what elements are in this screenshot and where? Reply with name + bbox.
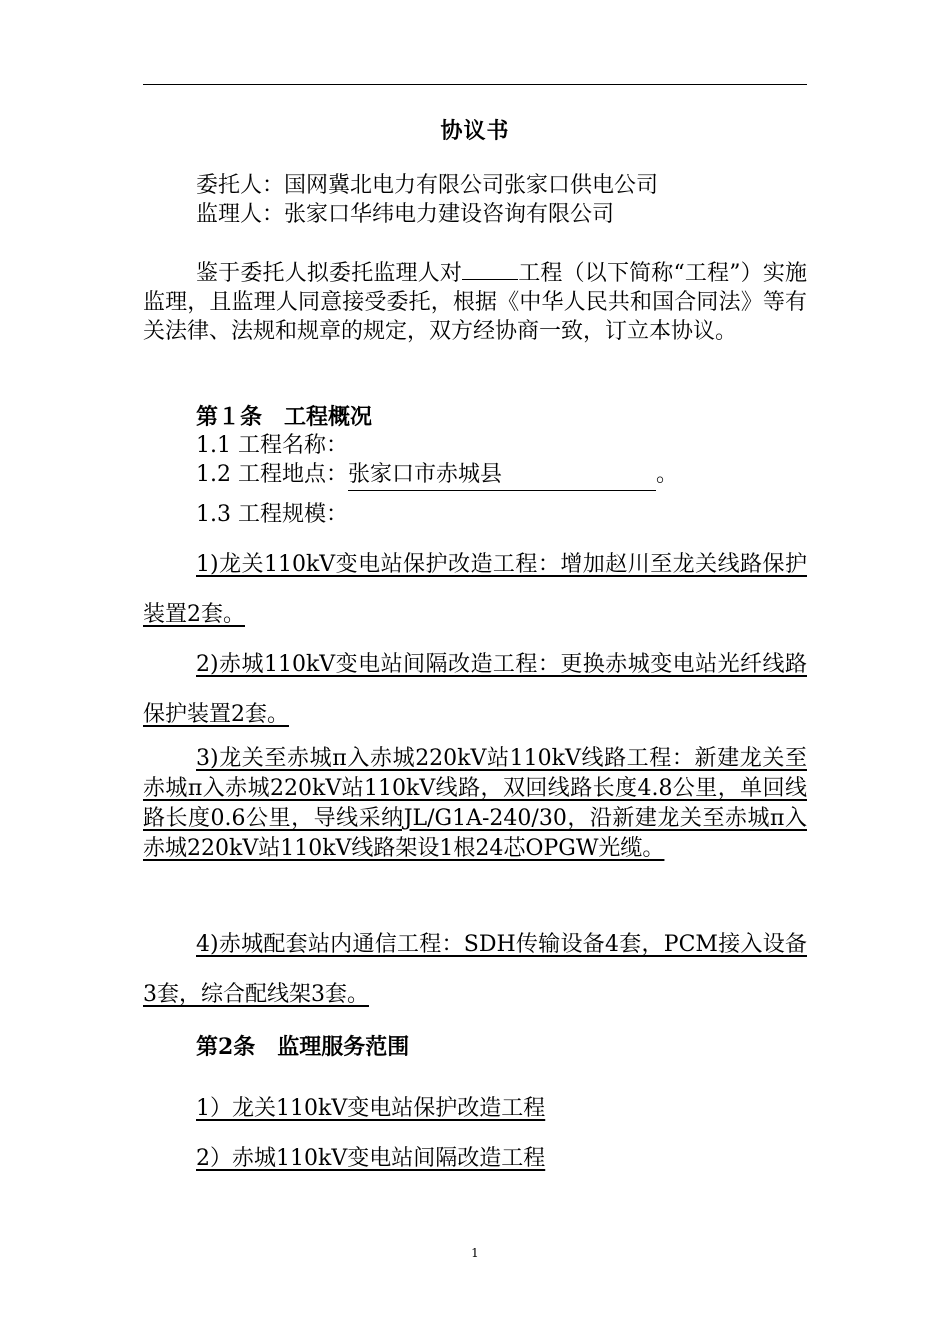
project-site-end: 。	[655, 462, 678, 487]
scope-item-2-text: 2)赤城110kV变电站间隔改造工程：更换赤城变电站光纤线路保护装置2套。	[143, 652, 807, 727]
preamble-text-a: 鉴于委托人拟委托监理人对	[196, 261, 463, 286]
service-item-2-text: 2）赤城110kV变电站间隔改造工程	[196, 1146, 546, 1171]
preamble-paragraph	[143, 259, 807, 346]
project-name-label: 1.1 工程名称：	[196, 433, 348, 458]
supervisor-line: 监理人：张家口华纬电力建设咨询有限公司	[196, 202, 615, 227]
scope-item-3	[143, 744, 807, 864]
service-item-2	[196, 1144, 545, 1174]
scope-item-4	[143, 920, 807, 1020]
document-title: 协议书	[440, 118, 510, 144]
client-line: 委托人：国网冀北电力有限公司张家口供电公司	[196, 173, 659, 198]
page-number: 1	[471, 1246, 479, 1260]
scope-item-3-text: 3)龙关至赤城π入赤城220kV站110kV线路工程：新建龙关至赤城π入赤城220kV站110kV线路，双回线路长度4.8公里，单回线路长度0.6公里，导线采纳JL/G1A-240/30，沿新建龙关至赤城π入赤城220kV站110kV线路架设1根24芯OPGW光缆。	[143, 746, 807, 861]
article1-heading: 第１条 工程概况	[196, 404, 373, 430]
project-site-value: 张家口市赤城县	[348, 460, 656, 491]
project-site-label: 1.2 工程地点：	[196, 462, 348, 487]
article2-heading: 第2条 监理服务范围	[196, 1034, 410, 1060]
project-name-line	[196, 431, 348, 461]
header-rule	[143, 84, 807, 85]
scope-item-2	[143, 640, 807, 740]
project-site-line	[196, 460, 678, 491]
scope-item-1-text: 1)龙关110kV变电站保护改造工程：增加赵川至龙关线路保护装置2套。	[143, 552, 807, 627]
scope-item-4-text: 4)赤城配套站内通信工程：SDH传输设备4套，PCM接入设备3套，综合配线架3套。	[143, 932, 807, 1007]
service-item-1-text: 1）龙关110kV变电站保护改造工程	[196, 1096, 546, 1121]
project-name-blank	[462, 278, 518, 280]
scope-item-1	[143, 540, 807, 640]
service-item-1	[196, 1094, 545, 1124]
preamble-text-b: 工程（以下简称“工程”）实施监理，且监理人同意接受委托，根据《中华人民共和国合同法》等有关法律、法规和规章的规定，双方经协商一致，订立本协议。	[143, 261, 807, 344]
project-scale-label: 1.3 工程规模：	[196, 502, 348, 527]
